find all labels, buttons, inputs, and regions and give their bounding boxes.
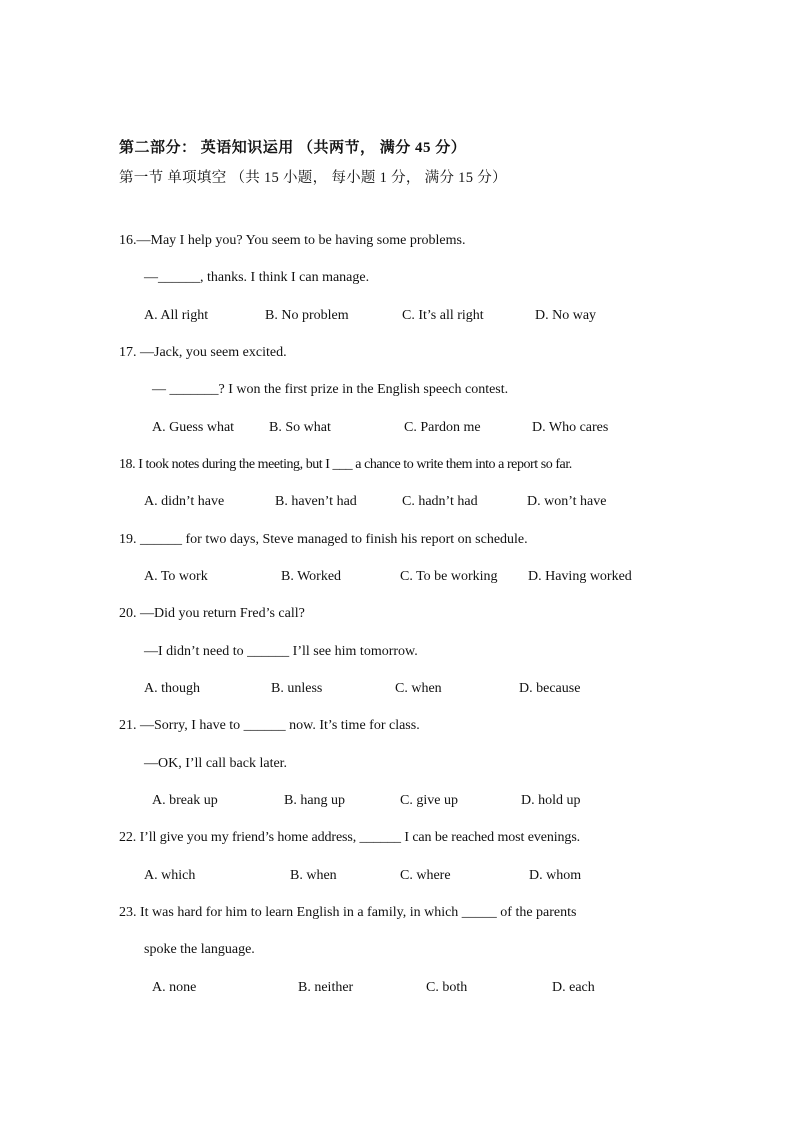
option-a: A. which <box>144 868 196 883</box>
option-d: D. Having worked <box>528 569 632 584</box>
option-a: A. All right <box>144 308 209 323</box>
option-b: B. when <box>290 868 337 883</box>
option-c: C. both <box>426 980 468 995</box>
option-c: C. hadn’t had <box>402 494 478 509</box>
question-line: 18. I took notes during the meeting, but I ___ a chance to write them into a report so far. <box>119 457 572 472</box>
question-line: spoke the language. <box>144 942 255 957</box>
option-d: D. No way <box>535 308 597 323</box>
option-d: D. hold up <box>521 793 581 808</box>
option-a: A. though <box>144 681 200 696</box>
option-c: C. when <box>395 681 442 696</box>
option-a: A. break up <box>152 793 218 808</box>
option-d: D. whom <box>529 868 582 883</box>
option-c: C. Pardon me <box>404 420 481 435</box>
question-line: 22. I’ll give you my friend’s home address, ______ I can be reached most evenings. <box>119 830 581 845</box>
section-title: 第二部分： 英语知识运用 （共两节， 满分 45 分） <box>119 140 467 156</box>
option-b: B. hang up <box>284 793 346 808</box>
option-c: C. where <box>400 868 451 883</box>
question-line: 23. It was hard for him to learn English in a family, in which _____ of the parents <box>119 905 577 920</box>
option-d: D. Who cares <box>532 420 609 435</box>
question-line: 20. —Did you return Fred’s call? <box>119 606 305 621</box>
question-line: —______, thanks. I think I can manage. <box>144 270 370 285</box>
option-b: B. haven’t had <box>275 494 357 509</box>
question-line: 17. —Jack, you seem excited. <box>119 345 287 360</box>
option-d: D. each <box>552 980 595 995</box>
question-line: —OK, I’ll call back later. <box>144 756 288 771</box>
question-line: —I didn’t need to ______ I’ll see him tomorrow. <box>144 644 418 659</box>
section-subtitle: 第一节 单项填空 （共 15 小题， 每小题 1 分， 满分 15 分） <box>119 170 507 186</box>
option-a: A. Guess what <box>152 420 235 435</box>
option-b: B. So what <box>269 420 331 435</box>
question-line: 19. ______ for two days, Steve managed to finish his report on schedule. <box>119 532 528 547</box>
option-b: B. Worked <box>281 569 342 584</box>
option-b: B. neither <box>298 980 354 995</box>
question-line: 16.—May I help you? You seem to be having some problems. <box>119 233 466 248</box>
option-c: C. give up <box>400 793 458 808</box>
question-line: 21. —Sorry, I have to ______ now. It’s time for class. <box>119 718 420 733</box>
option-d: D. because <box>519 681 581 696</box>
option-c: C. To be working <box>400 569 498 584</box>
option-c: C. It’s all right <box>402 308 484 323</box>
option-a: A. none <box>152 980 197 995</box>
option-a: A. didn’t have <box>144 494 225 509</box>
option-b: B. No problem <box>265 308 349 323</box>
option-a: A. To work <box>144 569 208 584</box>
option-b: B. unless <box>271 681 323 696</box>
question-line: — _______? I won the first prize in the English speech contest. <box>152 382 509 397</box>
option-d: D. won’t have <box>527 494 607 509</box>
